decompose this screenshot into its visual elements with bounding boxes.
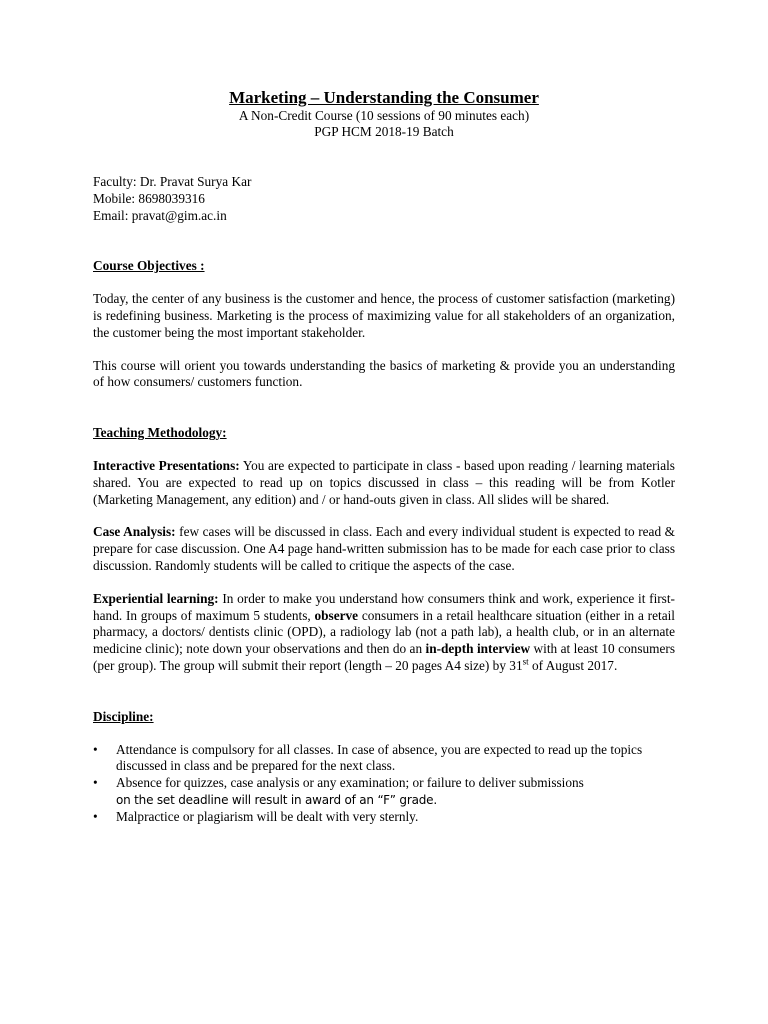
case-text: few cases will be discussed in class. Each and every individual student is expected to read & prepare for case discussion. One A4 page hand-written submission has to be made for each case prior to class discussion. Randomly students will be called to critique the aspects of the case. [93, 524, 675, 573]
discipline-item-absence-cont: on the set deadline will result in award of an “F” grade. [116, 792, 437, 807]
course-title: Marketing – Understanding the Consumer [229, 88, 539, 107]
objectives-paragraph-1: Today, the center of any business is the customer and hence, the process of customer satisfaction (marketing) is redefining business. Marketing is the process of maximizing value for all stakeholders of an organization, the customer being the most important stakeholder. [93, 291, 675, 340]
experiential-label: Experiential learning: [93, 590, 219, 606]
methodology-heading: Teaching Methodology: [93, 425, 227, 441]
experiential-text-1: In order to make you understand how consumers think and work, experience it first-hand. In groups of maximum 5 students, [93, 590, 675, 623]
bullet-icon: • [93, 775, 98, 791]
faculty-line: Faculty: Dr. Pravat Surya Kar [93, 174, 252, 189]
document-header [0, 87, 768, 140]
interactive-label: Interactive Presentations: [93, 457, 240, 473]
experiential-bold-observe: observe [314, 607, 359, 623]
experiential-superscript: st [522, 656, 529, 667]
batch-line: PGP HCM 2018-19 Batch [314, 124, 454, 139]
list-item [93, 775, 675, 809]
discipline-heading: Discipline: [93, 708, 154, 724]
course-subtitle: A Non-Credit Course (10 sessions of 90 minutes each) [238, 108, 530, 123]
discipline-item-absence: Absence for quizzes, case analysis or any examination; or failure to deliver submissions [116, 775, 584, 791]
objectives-paragraph-2: This course will orient you towards understanding the basics of marketing & provide you an understanding of how consumers/ customers function. [93, 357, 675, 390]
experiential-bold-interview: in-depth interview [425, 641, 531, 657]
list-item [93, 742, 675, 776]
interactive-paragraph [93, 458, 675, 508]
mobile-line: Mobile: 8698039316 [93, 190, 205, 206]
case-paragraph [93, 524, 675, 574]
discipline-item-malpractice: Malpractice or plagiarism will be dealt with very sternly. [116, 808, 419, 824]
bullet-icon: • [93, 741, 98, 757]
discipline-item-attendance: Attendance is compulsory for all classes. In case of absence, you are expected to read up the topics discussed in class and be prepared for the next class. [116, 741, 643, 774]
list-item [93, 809, 675, 826]
objectives-heading: Course Objectives : [93, 258, 205, 274]
case-label: Case Analysis: [93, 524, 176, 540]
interactive-text: You are expected to participate in class - based upon reading / learning materials shared. You are expected to read up on topics discussed in class – this reading will be from Kotler (Marketing Management, any edition) and / or hand-outs given in class. All slides will be shared. [93, 457, 675, 507]
document-body [93, 174, 675, 826]
experiential-text-3: with at least 10 consumers (per group). The group will submit their report (length – 20 pages A4 size) by 31 [93, 641, 675, 673]
discipline-list [93, 742, 675, 826]
experiential-text-4: of August 2017. [528, 657, 618, 673]
experiential-paragraph [93, 591, 675, 675]
email-line: Email: pravat@gim.ac.in [93, 207, 227, 223]
bullet-icon: • [93, 808, 98, 824]
experiential-text-2: consumers in a retail healthcare situation (either in a retail pharmacy, a doctors/ dentists clinic (OPD), a radiology lab (not a path lab), a health club, or in an alternate medicine clinic); note down your observations and then do an [93, 607, 675, 657]
